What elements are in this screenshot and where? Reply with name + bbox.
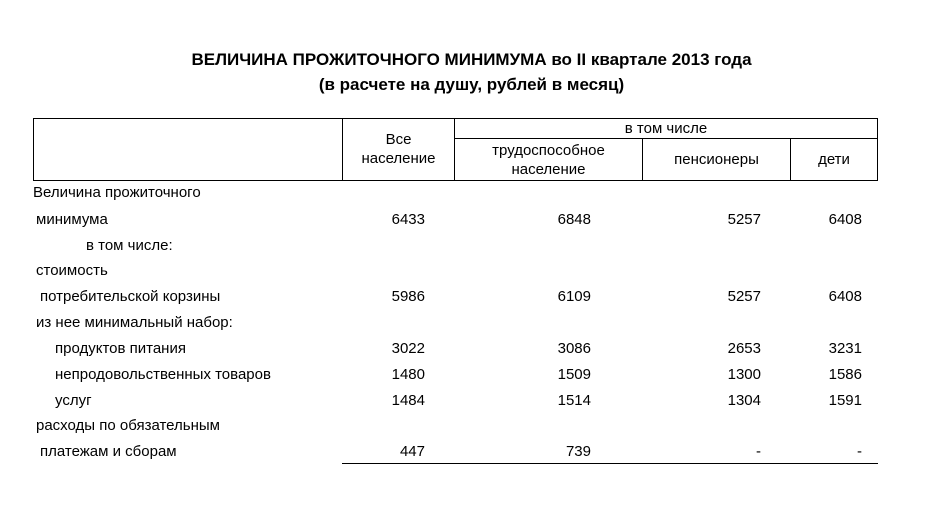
- header-including: в том числе: [624, 120, 708, 137]
- right-border: [877, 118, 878, 181]
- row-value: 6109: [557, 288, 591, 305]
- row-value: 5257: [727, 288, 761, 305]
- row-value: 3231: [828, 340, 862, 357]
- table-bottom-border: [342, 463, 878, 464]
- header-able-bodied: трудоспособное население: [492, 142, 605, 178]
- row-value: 1484: [391, 392, 425, 409]
- row-label: в том числе:: [86, 237, 173, 254]
- row-value: 5257: [727, 211, 761, 228]
- row-value: 6433: [391, 211, 425, 228]
- page-subtitle: (в расчете на душу, рублей в месяц): [318, 75, 625, 94]
- row-label: минимума: [36, 211, 108, 228]
- row-value: 1300: [727, 366, 761, 383]
- header-all-population: Все население: [361, 131, 436, 167]
- row-value: 6848: [557, 211, 591, 228]
- row-label: продуктов питания: [55, 340, 186, 357]
- header-pensioners: пенсионеры: [674, 151, 759, 168]
- row-value: 1586: [828, 366, 862, 383]
- row-value: 2653: [727, 340, 761, 357]
- header-bottom-border: [33, 180, 878, 181]
- row-value: 1509: [557, 366, 591, 383]
- row-value: 1304: [727, 392, 761, 409]
- row-label: услуг: [55, 392, 92, 409]
- row-value: 3086: [557, 340, 591, 357]
- row-value: 6408: [828, 211, 862, 228]
- row-value: 6408: [828, 288, 862, 305]
- row-value: 1514: [557, 392, 591, 409]
- row-value: 3022: [391, 340, 425, 357]
- row-value: 5986: [391, 288, 425, 305]
- row-value: 1480: [391, 366, 425, 383]
- row-value: -: [756, 443, 761, 460]
- row-label: расходы по обязательным: [36, 417, 220, 434]
- row-value: 447: [399, 443, 425, 460]
- header-children: дети: [818, 151, 850, 168]
- row-label: платежам и сборам: [40, 443, 177, 460]
- page-title: ВЕЛИЧИНА ПРОЖИТОЧНОГО МИНИМУМА во II квартале 2013 года: [191, 50, 752, 69]
- subheader-divider: [454, 138, 878, 139]
- row-value: 1591: [828, 392, 862, 409]
- left-border: [33, 118, 34, 181]
- row-value: -: [857, 443, 862, 460]
- row-label: потребительской корзины: [40, 288, 221, 305]
- row-label: из нее минимальный набор:: [36, 314, 233, 331]
- row-label: непродовольственных товаров: [55, 366, 271, 383]
- row-label: стоимость: [36, 262, 108, 279]
- row-value: 739: [565, 443, 591, 460]
- row-label: Величина прожиточного: [33, 184, 201, 201]
